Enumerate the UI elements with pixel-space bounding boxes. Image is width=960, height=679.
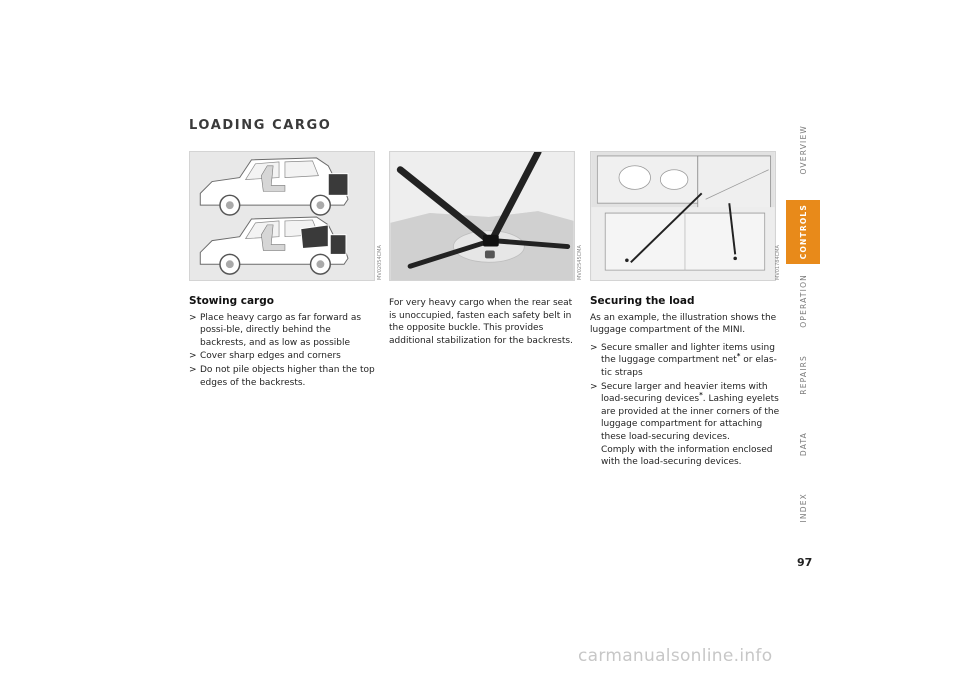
figure-code: MV01784CMA (775, 245, 781, 280)
figure-luggage-compartment (590, 151, 776, 281)
figure-code: MV02054CMA (377, 245, 383, 280)
section-heading: LOADING CARGO (189, 118, 332, 133)
car-side-cargo-illustration (190, 152, 374, 280)
stowing-cargo-title: Stowing cargo (189, 295, 274, 307)
securing-load-title: Securing the load (590, 295, 695, 307)
list-item (590, 381, 780, 469)
tab-controls[interactable] (786, 200, 820, 264)
list-item (590, 342, 780, 380)
optional-equipment-star: * (736, 352, 741, 361)
tab-data[interactable] (786, 412, 820, 476)
site-watermark: carmanualsonline.info (578, 646, 773, 666)
page-number: 97 (797, 556, 813, 569)
tab-repairs[interactable] (786, 338, 820, 412)
list-item-text: or elas-tic straps (601, 355, 777, 378)
tab-label: REPAIRS (798, 355, 808, 395)
heavy-cargo-note (389, 297, 579, 352)
stowing-cargo-list (189, 312, 379, 390)
list-item: > Do not pile objects higher than the top edges of the backrests. (189, 364, 379, 389)
list-item: > Cover sharp edges and corners (189, 350, 379, 363)
tab-operation[interactable] (786, 264, 820, 338)
tab-label: OPERATION (798, 274, 808, 328)
list-item-text: Secure smaller and lighter items using the luggage compartment net (601, 342, 775, 366)
list-item-text: . Lashing eyelets are provided at the inner corners of the luggage compartment for attaching these load-securing devices. (601, 394, 780, 442)
figure-car-cargo (189, 151, 375, 281)
tab-label: INDEX (798, 493, 808, 523)
optional-equipment-star: * (699, 391, 703, 400)
luggage-compartment-illustration (591, 152, 775, 280)
tab-overview[interactable] (786, 100, 820, 200)
securing-load-intro: As an example, the illustration shows the luggage compartment of the MINI. (590, 312, 777, 336)
rear-seat-safety-belts-illustration (390, 152, 574, 280)
tab-label: DATA (798, 431, 808, 457)
stowing-cargo-section (189, 295, 379, 390)
tab-label: OVERVIEW (798, 125, 808, 175)
list-item: > Place heavy cargo as far forward as possi-ble, directly behind the backrests, and as low as possible (189, 312, 379, 350)
tab-label: CONTROLS (798, 204, 808, 260)
list-item-text: Comply with the information enclosed with the load-securing devices. (601, 444, 773, 468)
heavy-cargo-text: For very heavy cargo when the rear seat is unoccupied, fasten each safety belt in the opposite buckle. This provides additional stabilization for the backrests. (389, 298, 573, 346)
list-item-text: Secure larger and heavier items with load-securing devices (601, 381, 768, 405)
securing-load-section (590, 295, 780, 470)
figure-seat-belts (389, 151, 575, 281)
section-tabs (786, 100, 820, 540)
tab-index[interactable] (786, 476, 820, 540)
figure-code: MV02545CMA (577, 245, 583, 280)
securing-load-list (590, 342, 780, 469)
